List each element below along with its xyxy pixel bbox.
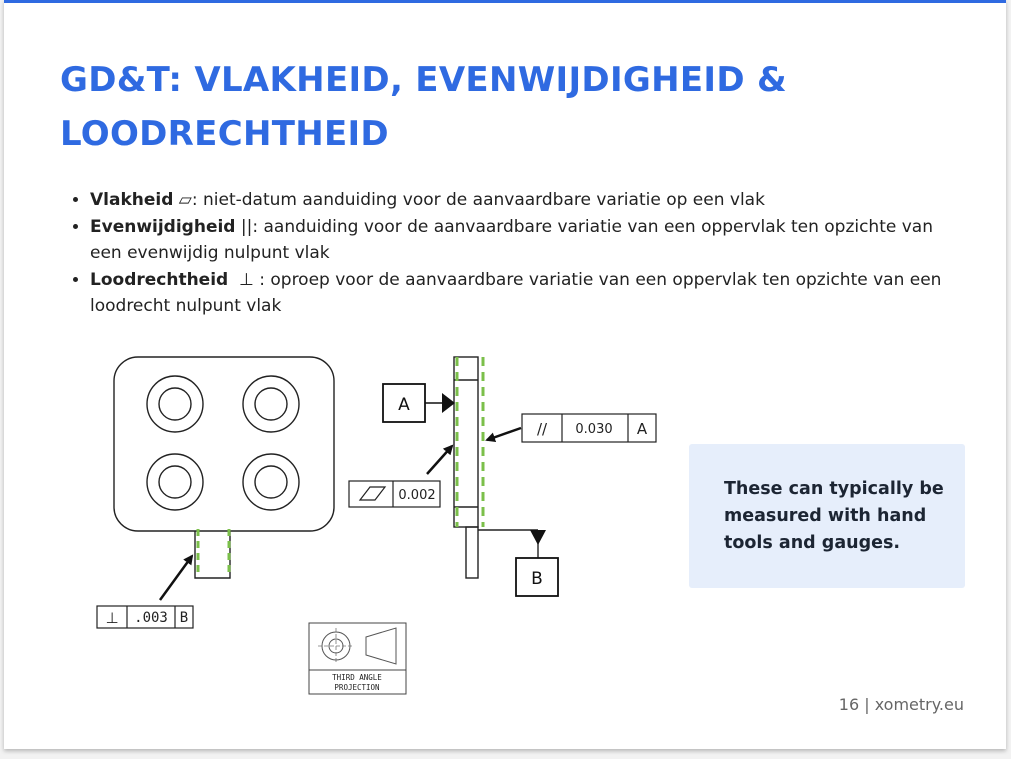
- parallelism-symbol: ||: [240, 216, 253, 237]
- perpendicularity-tolerance-zone: [198, 529, 229, 572]
- plate-part: [114, 357, 334, 578]
- leader-arrow: [160, 556, 192, 600]
- projection-label-line1: THIRD ANGLE: [332, 673, 382, 682]
- footer-page-number: 16 | xometry.eu: [838, 695, 964, 714]
- bullet-text: : oproep voor de aanvaardbare variatie van een oppervlak ten opzichte van een loodrecht nulpunt vlak: [90, 269, 942, 316]
- bullet-text: : niet-datum aanduiding voor de aanvaardbare variatie op een vlak: [191, 190, 765, 210]
- bullet-term: Vlakheid: [90, 190, 174, 210]
- page-title: GD&T: VLAKHEID, EVENWIJDIGHEID & LOODRECHTHEID: [60, 60, 787, 154]
- parallelism-frame-datum: A: [636, 420, 648, 438]
- side-view-tolerance-zone: [457, 357, 483, 527]
- parallelism-frame-value: 0.030: [575, 422, 613, 437]
- perpendicularity-symbol: ⊥: [239, 269, 254, 290]
- flatness-frame-value: 0.002: [398, 488, 436, 503]
- flatness-symbol: ▱: [178, 190, 192, 210]
- projection-label-line2: PROJECTION: [334, 683, 380, 692]
- third-angle-projection-symbol: [309, 623, 406, 694]
- callout-text: These can typically be measured with hand tools and gauges.: [724, 479, 944, 553]
- bullet-term: Evenwijdigheid: [90, 216, 236, 237]
- datum-a-marker: [383, 384, 455, 422]
- parallelism-frame-symbol: //: [536, 420, 548, 438]
- perpendicularity-frame: [97, 606, 193, 628]
- leader-arrow: [487, 428, 521, 440]
- bullet-term: Loodrechtheid: [90, 269, 229, 290]
- flatness-frame: [349, 481, 440, 507]
- parallelism-frame: [522, 414, 656, 442]
- side-view-part: [454, 357, 538, 578]
- leader-arrow: [427, 446, 452, 474]
- datum-b-label: B: [531, 569, 543, 589]
- perpendicularity-frame-symbol: ⊥: [105, 609, 119, 627]
- perpendicularity-frame-datum: B: [179, 610, 189, 626]
- datum-a-label: A: [398, 395, 410, 415]
- perpendicularity-frame-value: .003: [134, 610, 168, 626]
- bullet-text: : aanduiding voor de aanvaardbare variatie van een oppervlak ten opzichte van een evenwijdig nulpunt vlak: [90, 216, 933, 263]
- datum-b-marker: [516, 530, 558, 596]
